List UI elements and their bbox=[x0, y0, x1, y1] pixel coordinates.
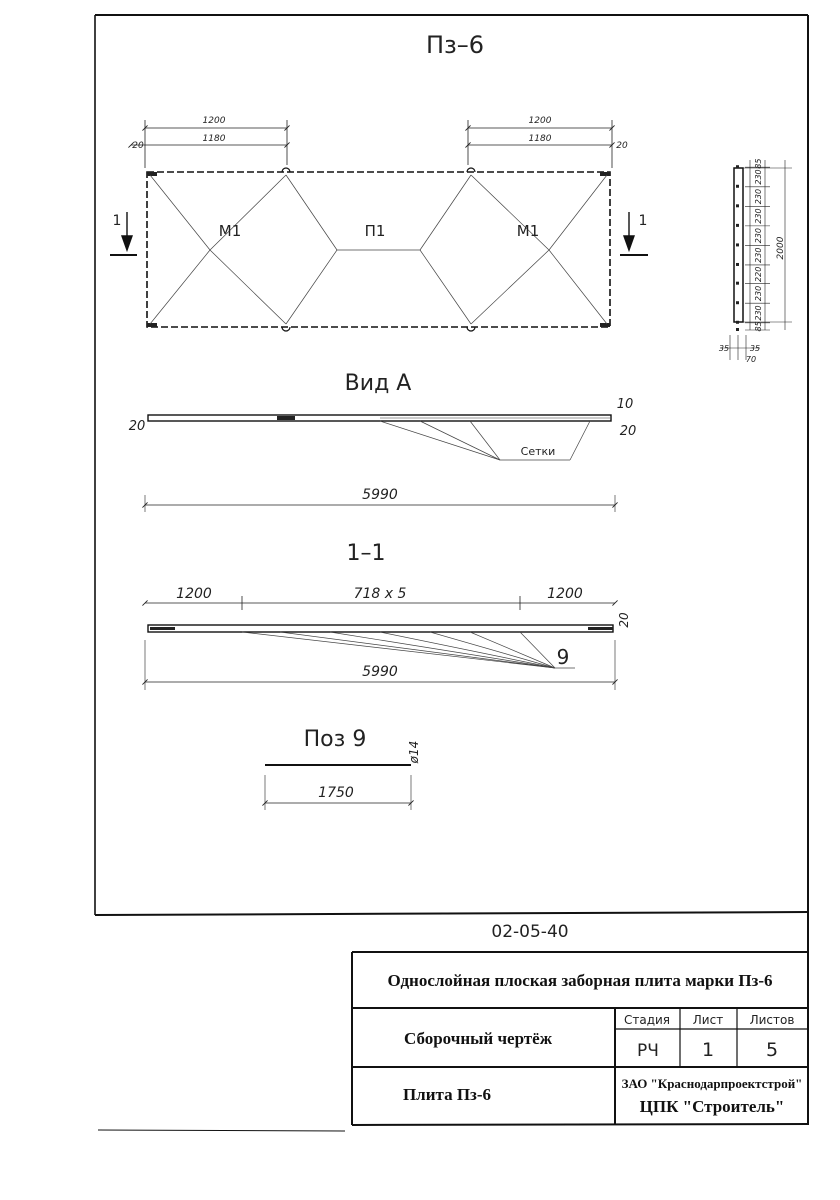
dim-left-edge-20: 20 bbox=[132, 141, 144, 151]
side-rebar-dot bbox=[736, 243, 739, 246]
view-a-title: Вид А bbox=[344, 371, 412, 396]
side-rebar-dot bbox=[736, 165, 739, 168]
poz-9-length: 1750 bbox=[318, 785, 354, 801]
header-sheets: Листов bbox=[749, 1013, 795, 1027]
view-a-dim-right-top: 10 bbox=[616, 397, 634, 412]
side-rebar-dot bbox=[736, 185, 739, 188]
side-bottom-dim-1: 35 bbox=[718, 344, 730, 353]
side-dim-label: 230 bbox=[754, 208, 763, 224]
side-dim-label: 85 bbox=[754, 321, 763, 332]
drawing-code: 02-05-40 bbox=[491, 922, 569, 942]
side-dim-label: 230 bbox=[754, 305, 763, 321]
side-view bbox=[719, 159, 792, 364]
section-title: 1–1 bbox=[346, 541, 386, 566]
section-dim-edge: 20 bbox=[617, 612, 631, 628]
side-overall-dim: 2000 bbox=[776, 236, 786, 260]
organization-2: ЦПК "Строитель" bbox=[639, 1097, 785, 1116]
mark-title: Пз–6 bbox=[425, 31, 485, 59]
view-a-callout: Сетки bbox=[520, 445, 556, 458]
dim-top-left-1180: 1180 bbox=[202, 134, 226, 144]
lifting-loops bbox=[282, 168, 475, 331]
label-m1-right: М1 bbox=[516, 222, 540, 240]
sheet-frame bbox=[95, 15, 808, 1131]
dim-top-left-1200: 1200 bbox=[202, 116, 226, 126]
view-a bbox=[129, 371, 637, 512]
side-dim-label: 230 bbox=[754, 188, 763, 205]
side-rebar-dot bbox=[736, 282, 739, 285]
section-dim-left: 1200 bbox=[176, 586, 212, 602]
plan-view bbox=[110, 116, 648, 331]
side-rebar-dot bbox=[736, 204, 739, 207]
view-a-dim-left: 20 bbox=[128, 419, 146, 434]
dim-top-right-1200: 1200 bbox=[528, 116, 552, 126]
dim-right-edge-20: 20 bbox=[616, 141, 628, 151]
side-dim-label: 230 bbox=[754, 169, 763, 185]
side-dim-label: 230 bbox=[754, 285, 763, 302]
section-number-left: 1 bbox=[112, 213, 122, 229]
side-bottom-dim-2: 35 bbox=[749, 344, 761, 353]
side-rebar-dot bbox=[736, 301, 739, 304]
section-dim-right: 1200 bbox=[547, 586, 583, 602]
header-sheet: Лист bbox=[692, 1013, 724, 1027]
view-a-dim-right: 20 bbox=[619, 424, 637, 439]
side-dim-label: 85 bbox=[754, 158, 763, 169]
side-dim-label: 230 bbox=[754, 228, 763, 244]
section-number-right: 1 bbox=[638, 213, 648, 229]
section-dim-mid: 718 x 5 bbox=[353, 586, 407, 602]
dim-top-right-1180: 1180 bbox=[528, 134, 552, 144]
view-a-overall: 5990 bbox=[362, 487, 398, 503]
header-stage: Стадия bbox=[623, 1013, 671, 1027]
section-callout: 9 bbox=[556, 645, 570, 669]
side-rebar-dot bbox=[736, 263, 739, 266]
label-p1: П1 bbox=[364, 222, 386, 240]
plate-outline bbox=[147, 172, 610, 327]
section-1-1 bbox=[145, 541, 631, 690]
drawing-type: Сборочный чертёж bbox=[403, 1029, 553, 1048]
poz-9-title: Поз 9 bbox=[303, 727, 367, 752]
value-stage: РЧ bbox=[637, 1041, 659, 1061]
value-sheets: 5 bbox=[765, 1039, 779, 1061]
side-dim-label: 230 bbox=[754, 247, 763, 263]
side-rebar-dot bbox=[736, 321, 739, 324]
label-m1-left: М1 bbox=[218, 222, 242, 240]
side-dims bbox=[754, 159, 763, 332]
item-name: Плита Пз-6 bbox=[402, 1085, 492, 1104]
side-rebar-dot bbox=[736, 328, 739, 331]
value-sheet: 1 bbox=[701, 1039, 715, 1061]
side-bottom-dim-3: 70 bbox=[745, 355, 757, 364]
side-dim-label: 220 bbox=[754, 266, 763, 282]
organization-1: ЗАО "Краснодарпроектстрой" bbox=[621, 1076, 803, 1091]
section-overall: 5990 bbox=[362, 664, 398, 680]
poz-9-diameter: ø14 bbox=[407, 740, 421, 764]
drawing-description: Однослойная плоская заборная плита марки Пз-6 bbox=[387, 971, 773, 990]
side-rebar-dot bbox=[736, 224, 739, 227]
poz-9 bbox=[265, 727, 421, 810]
